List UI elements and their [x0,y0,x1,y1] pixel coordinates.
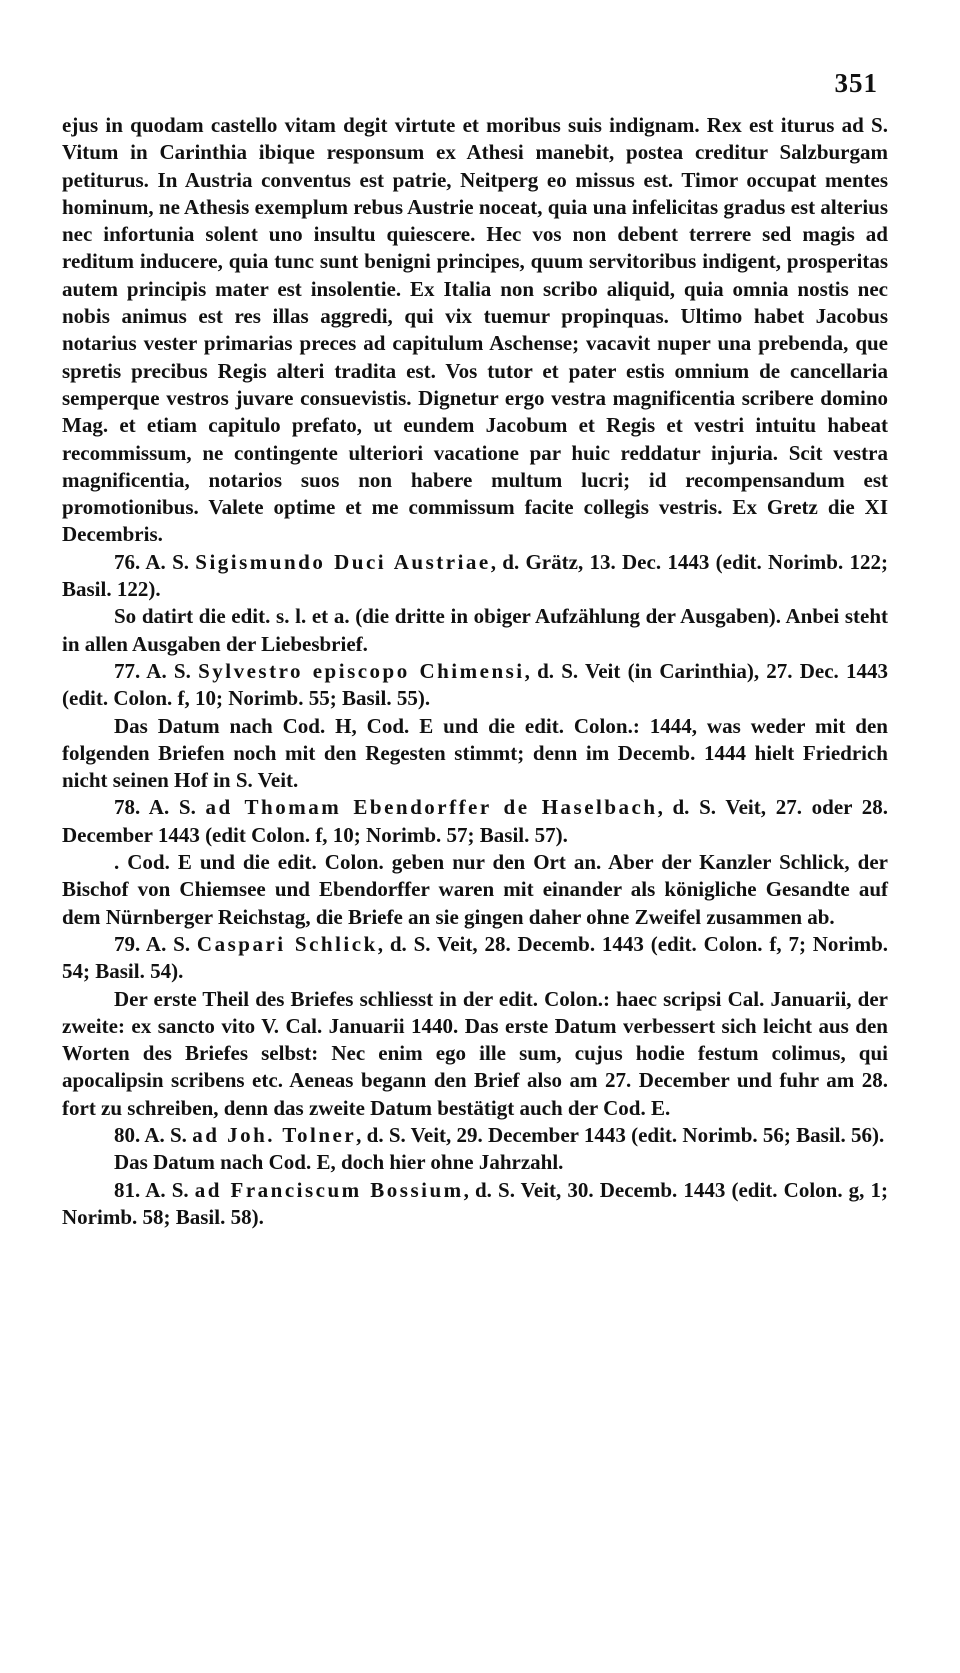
entry-number: 80. A. S. [114,1122,187,1147]
entry-number: 78. A. S. [114,795,196,820]
entry-number: 77. A. S. [114,658,191,683]
entry-80 [62,1122,888,1149]
entry-number: 79. A. S. [114,931,191,956]
note-76: So datirt die edit. s. l. et a. (die dritte in obiger Aufzählung der Ausgaben). Anbei steht in allen Ausgaben der Liebesbrief. [62,604,888,656]
entry-addressee: Caspari Schlick [196,931,378,956]
page-number: 351 [834,68,878,98]
note-80: Das Datum nach Cod. E, doch hier ohne Jahrzahl. [114,1150,564,1175]
entry-81 [62,1177,888,1232]
entry-number: 81. A. S. [114,1177,189,1202]
note-78: . Cod. E und die edit. Colon. geben nur den Ort an. Aber der Kanzler Schlick, der Bischof von Chiemsee und Ebendorffer waren mit einander als königliche Gesandte auf dem Nürnberger Reichstag, die Briefe an sie gingen daher ohne Zweifel zusammen ab. [62,850,888,929]
entry-78 [62,794,888,849]
entry-79 [62,931,888,986]
entry-addressee: Sigismundo Duci Austriae [195,549,491,574]
entry-77 [62,658,888,713]
letter-body: ejus in quodam castello vitam degit virtute et moribus suis indignam. Rex est iturus ad S. Vitum in Carinthia ibique responsum ex Athesi manebit, postea creditur Salzburgam petiturus. In Austria conventus est patrie, Neitperg eo missus est. Timor occupat mentes hominum, ne Athesis exemplum rebus Austrie noceat, quia una infelicitas gradus est alterius nec infortunia solent uno insultu quiescere. Hec vos non debent terrere sed magis ad reditum inducere, quia tunc sunt benigni principes, quum servitoribus indigent, prosperitas autem principis mater est insolentie. Ex Italia non scribo aliquid, quia omnia nostis nec nobis animus est res illas aggredi, qui vix tuemur propinquas. Ultimo habet Jacobus notarius vester primarias preces ad capitulum Aschense; vacavit nuper una prebenda, que spretis precibus Regis alteri tradita est. Vos tutor et pater estis omnium de cancellaria semperque vestros juvare consuevistis. Dignetur ergo vestra magnificentia scribere domino Mag. et etiam capitulo prefato, ut eundem Jacobum et Regis et vestri intuitu habeat recommissum, ne contingente ulteriori vacatione par huic reddatur injuria. Scit vestra magnificentia, notarios suos non habere multum lucri; id recompensandum est promotionibus. Valete optime et me commissum facite collegis vestris. Ex Gretz die XI Decembris. [62,113,888,547]
entry-addressee: ad Franciscum Bossium [194,1177,464,1202]
note-79: Der erste Theil des Briefes schliesst in der edit. Colon.: haec scripsi Cal. Januarii, der zweite: ex sancto vito V. Cal. Januarii 1440. Das erste Datum verbessert sich leicht aus den Worten des Briefes selbst: Nec enim ego ille sum, cujus hodie festum colimus, qui apocalipsin scribens etc. Aeneas begann den Brief also am 27. December und fuhr am 28. fort zu schreiben, denn das zweite Datum bestätigt auch der Cod. E. [62,986,888,1120]
entry-addressee: ad Thomam Ebendorffer de Haselbach [205,795,658,820]
entry-details: , d. S. Veit, 27. oder 28. December 1443 (edit Colon. f, 10; Norimb. 57; Basil. 57). [62,795,889,847]
entry-76 [62,549,888,604]
page-text [62,112,888,1231]
entry-details: , d. S. Veit (in Carinthia), 27. Dec. 1443 (edit. Colon. f, 10; Norimb. 55; Basil. 55). [62,658,889,711]
entry-addressee: ad Joh. Tolner [192,1122,357,1147]
entry-number: 76. A. S. [114,549,189,574]
entry-details: , d. S. Veit, 29. December 1443 (edit. Norimb. 56; Basil. 56). [356,1122,885,1147]
entry-addressee: Sylvestro episcopo Chimensi [198,658,525,683]
entry-details: , d. S. Veit, 28. Decemb. 1443 (edit. Colon. f, 7; Norimb. 54; Basil. 54). [62,931,889,984]
entry-details: , d. S. Veit, 30. Decemb. 1443 (edit. Colon. g, 1; Norimb. 58; Basil. 58). [62,1177,889,1229]
note-77: Das Datum nach Cod. H, Cod. E und die edit. Colon.: 1444, was weder mit den folgenden Briefen noch mit den Regesten stimmt; denn im Decemb. 1444 hielt Friedrich nicht seinen Hof in S. Veit. [62,713,888,793]
entry-details: , d. Grätz, 13. Dec. 1443 (edit. Norimb. 122; Basil. 122). [62,549,888,602]
